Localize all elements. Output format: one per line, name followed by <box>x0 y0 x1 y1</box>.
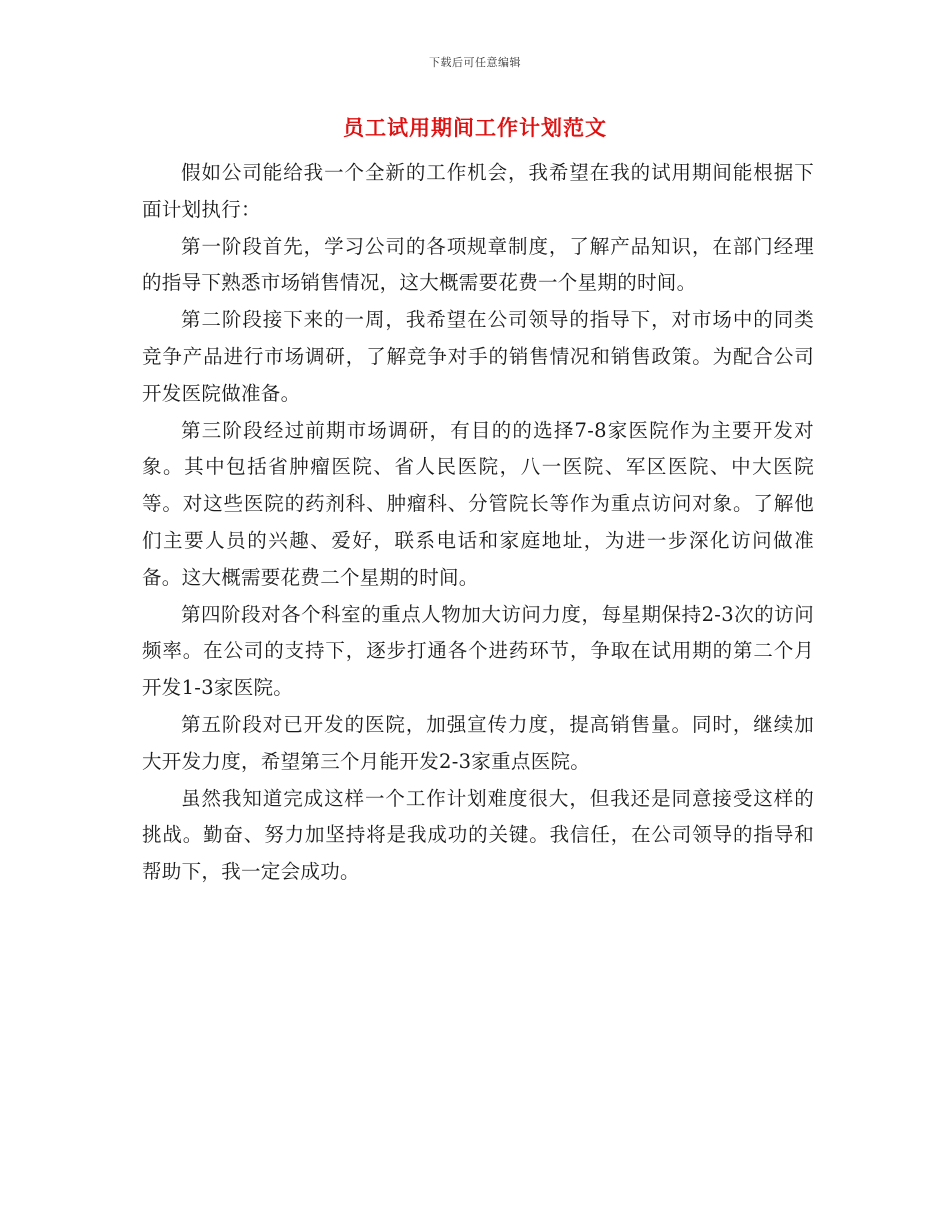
paragraph-stage-4: 第四阶段对各个科室的重点人物加大访问力度，每星期保持2-3次的访问频率。在公司的支持下，逐步打通各个进药环节，争取在试用期的第二个月开发1-3家医院。 <box>142 602 814 700</box>
paragraph-stage-1: 第一阶段首先，学习公司的各项规章制度，了解产品知识，在部门经理的指导下熟悉市场销售情况，这大概需要花费一个星期的时间。 <box>142 234 814 295</box>
paragraph-intro: 假如公司能给我一个全新的工作机会，我希望在我的试用期间能根据下面计划执行： <box>142 161 814 221</box>
header-note: 下载后可任意编辑 <box>429 56 521 69</box>
paragraph-stage-2: 第二阶段接下来的一周，我希望在公司领导的指导下，对市场中的同类竞争产品进行市场调研，了解竞争对手的销售情况和销售政策。为配合公司开发医院做准备。 <box>142 308 814 405</box>
document-title: 员工试用期间工作计划范文 <box>343 115 607 140</box>
paragraph-stage-3: 第三阶段经过前期市场调研，有目的的选择7-8家医院作为主要开发对象。其中包括省肿瘤医院、省人民医院，八一医院、军区医院、中大医院等。对这些医院的药剂科、肿瘤科、分管院长等作为重点访问对象。了解他们主要人员的兴趣、爱好，联系电话和家庭地址，为进一步深化访问做准备。这大概需要花费二个星期的时间。 <box>142 418 814 589</box>
paragraph-stage-5: 第五阶段对已开发的医院，加强宣传力度，提高销售量。同时，继续加大开发力度，希望第三个月能开发2-3家重点医院。 <box>142 712 814 773</box>
paragraph-conclusion: 虽然我知道完成这样一个工作计划难度很大，但我还是同意接受这样的挑战。勤奋、努力加坚持将是我成功的关键。我信任，在公司领导的指导和帮助下，我一定会成功。 <box>142 786 814 884</box>
document-body <box>142 155 814 891</box>
